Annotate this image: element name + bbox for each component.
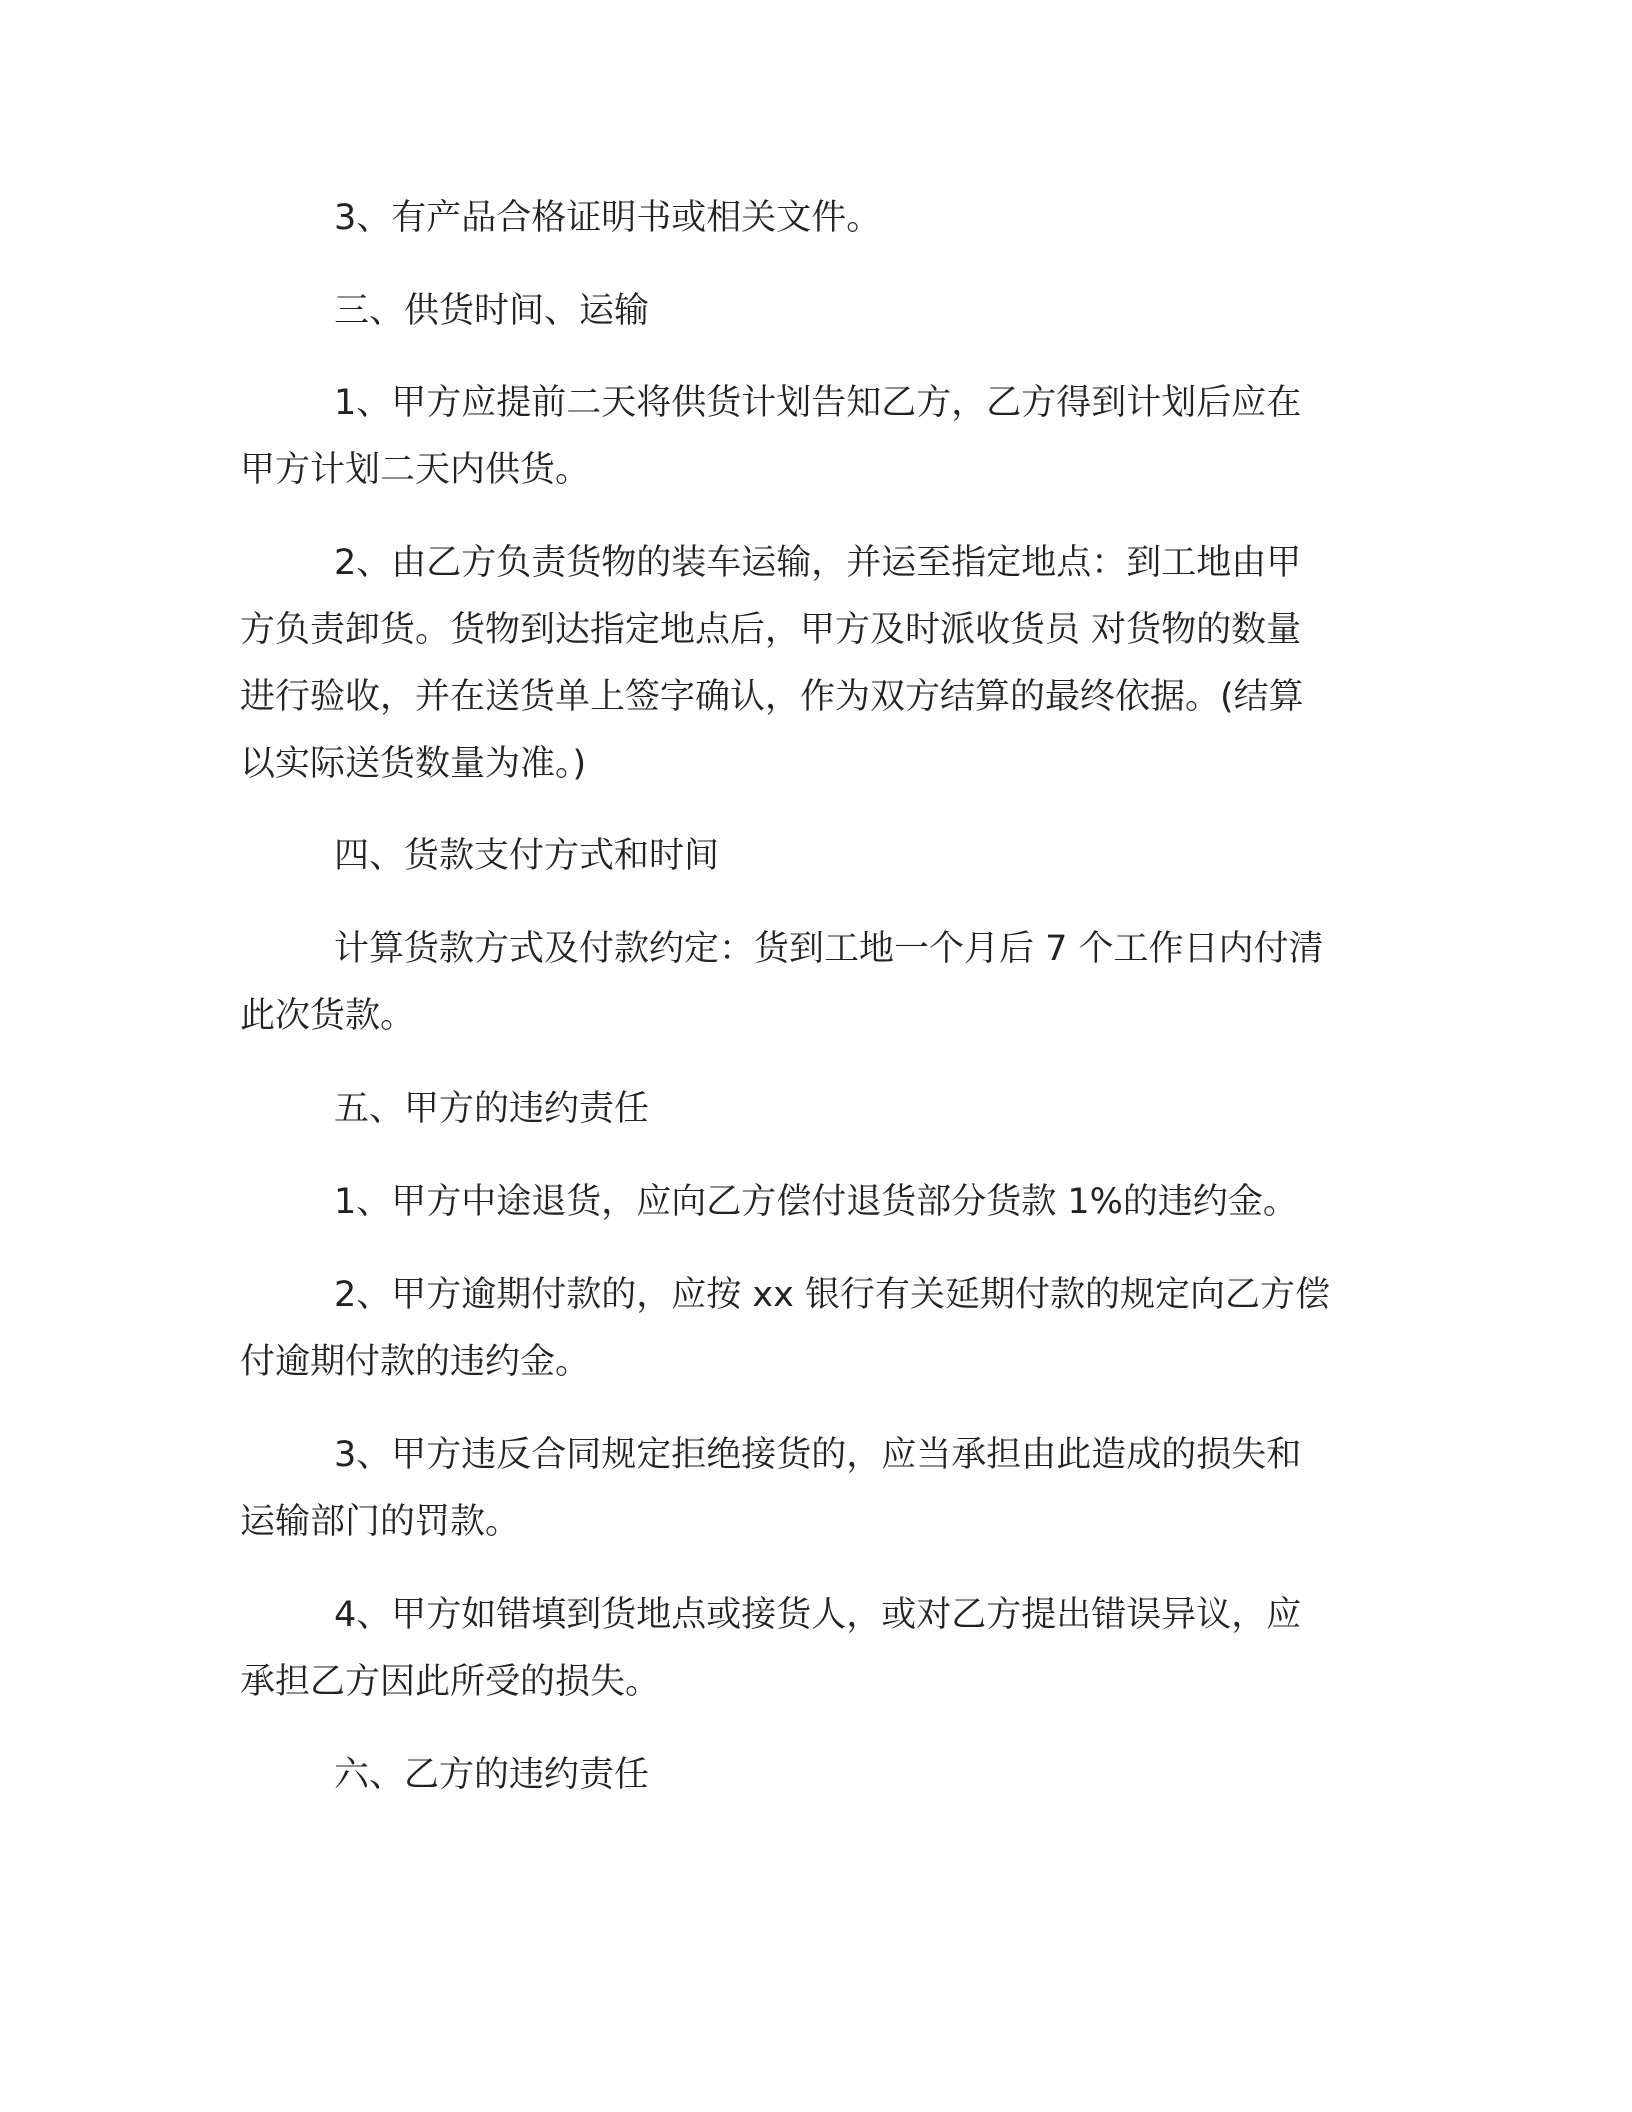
clause-5-2-line-1: 2、甲方逾期付款的，应按 xx 银行有关延期付款的规定向乙方偿 [334,1275,1330,1315]
clause-3-certificate: 3、有产品合格证明书或相关文件。 [334,198,882,238]
clause-5-4-line-2: 承担乙方因此所受的损失。 [240,1662,661,1702]
clause-5-1: 1、甲方中途退货，应向乙方偿付退货部分货款 1%的违约金。 [334,1182,1298,1222]
clause-5-3-line-1: 3、甲方违反合同规定拒绝接货的，应当承担由此造成的损失和 [334,1435,1302,1475]
clause-3-2-line-1: 2、由乙方负责货物的装车运输，并运至指定地点：到工地由甲 [334,543,1302,583]
section-5-heading: 五、甲方的违约责任 [334,1089,650,1129]
section-3-heading: 三、供货时间、运输 [334,291,650,331]
clause-3-1-line-2: 甲方计划二天内供货。 [240,450,591,490]
clause-3-2-line-4: 以实际送货数量为准。) [240,744,587,784]
clause-3-1-line-1: 1、甲方应提前二天将供货计划告知乙方，乙方得到计划后应在 [334,383,1302,423]
section-6-heading: 六、乙方的违约责任 [334,1755,650,1795]
payment-terms-line-2: 此次货款。 [240,996,416,1036]
payment-terms-line-1: 计算货款方式及付款约定：货到工地一个月后 7 个工作日内付清 [334,929,1324,969]
clause-3-2-line-2: 方负责卸货。货物到达指定地点后，甲方及时派收货员 对货物的数量 [240,610,1302,650]
clause-5-2-line-2: 付逾期付款的违约金。 [240,1342,591,1382]
clause-5-4-line-1: 4、甲方如错填到货地点或接货人，或对乙方提出错误异议，应 [334,1595,1302,1635]
clause-5-3-line-2: 运输部门的罚款。 [240,1502,521,1542]
clause-3-2-line-3: 进行验收，并在送货单上签字确认，作为双方结算的最终依据。(结算 [240,677,1304,717]
section-4-heading: 四、货款支付方式和时间 [334,836,720,876]
